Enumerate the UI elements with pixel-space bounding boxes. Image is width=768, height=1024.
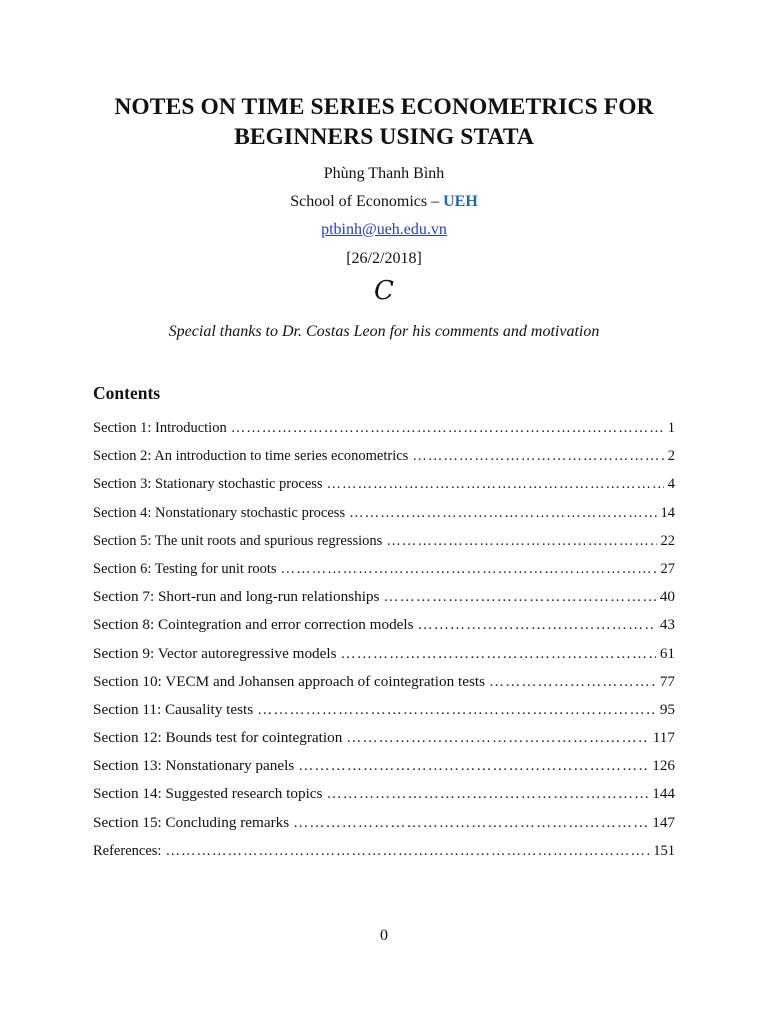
toc-leader-dots <box>327 474 664 494</box>
document-date: [26/2/2018] <box>346 250 422 267</box>
toc-leader-dots <box>349 503 656 523</box>
toc-entry[interactable] <box>93 813 675 841</box>
toc-entry-label: Section 4: Nonstationary stochastic process <box>93 504 346 521</box>
school-name: School of Economics – <box>290 193 444 210</box>
toc-entry-page: 2 <box>667 448 675 465</box>
toc-leader-dots <box>281 559 657 579</box>
copyright-symbol-icon: C <box>374 276 394 306</box>
toc-entry-label: Section 7: Short-run and long-run relationships <box>93 588 380 606</box>
toc-entry-page: 126 <box>652 757 675 775</box>
affiliation <box>0 192 768 212</box>
author-name: Phùng Thanh Bình <box>323 165 445 182</box>
toc-leader-dots <box>489 672 656 692</box>
toc-entry-label: Section 12: Bounds test for cointegration <box>93 729 343 747</box>
toc-entry[interactable] <box>93 756 675 784</box>
toc-entry[interactable] <box>93 559 675 587</box>
toc-entry[interactable] <box>93 644 675 672</box>
page-number: 0 <box>380 927 388 944</box>
toc-leader-dots <box>386 531 656 551</box>
toc-entry-label: Section 10: VECM and Johansen approach of cointegration tests <box>93 672 485 690</box>
toc-entry-label: Section 6: Testing for unit roots <box>93 560 277 577</box>
toc-entry-page: 1 <box>667 420 675 436</box>
toc-leader-dots <box>298 756 648 776</box>
toc-leader-dots <box>231 418 664 438</box>
toc-entry-label: Section 5: The unit roots and spurious regressions <box>93 532 383 549</box>
toc-entry-page: 95 <box>659 700 675 718</box>
toc-entry-page: 151 <box>653 842 675 859</box>
toc-entry-page: 4 <box>667 476 675 493</box>
toc-entry-label: Section 14: Suggested research topics <box>93 785 323 803</box>
toc-entry-label: Section 1: Introduction <box>93 420 227 436</box>
toc-entry-page: 22 <box>660 532 675 549</box>
toc-entry[interactable] <box>93 615 675 643</box>
toc-entry[interactable] <box>93 446 675 474</box>
toc-entry-page: 77 <box>659 672 675 690</box>
toc-leader-dots <box>341 644 656 664</box>
toc-entry[interactable] <box>93 728 675 756</box>
acknowledgement: Special thanks to Dr. Costas Leon for his comments and motivation <box>168 323 600 340</box>
toc-entry-page: 14 <box>660 504 675 521</box>
toc-leader-dots <box>326 784 648 804</box>
toc-entry-page: 117 <box>652 729 675 747</box>
toc-entry-page: 40 <box>659 588 675 606</box>
toc-entry-label: Section 15: Concluding remarks <box>93 813 290 831</box>
toc-entry-label: Section 2: An introduction to time series econometrics <box>93 448 409 465</box>
contents-heading: Contents <box>93 383 161 403</box>
toc-entry-label: Section 9: Vector autoregressive models <box>93 644 337 662</box>
toc-leader-dots <box>383 587 655 607</box>
org-name: UEH <box>443 193 478 210</box>
toc-entry[interactable] <box>93 418 675 446</box>
toc-entry[interactable] <box>93 503 675 531</box>
toc-entry-label: Section 13: Nonstationary panels <box>93 757 295 775</box>
toc-entry[interactable] <box>93 531 675 559</box>
table-of-contents <box>93 418 675 869</box>
toc-entry[interactable] <box>93 841 675 869</box>
toc-leader-dots <box>412 446 663 466</box>
toc-entry[interactable] <box>93 784 675 812</box>
toc-entry-page: 61 <box>659 644 675 662</box>
toc-entry[interactable] <box>93 587 675 615</box>
title-line-2: BEGINNERS USING STATA <box>234 124 534 150</box>
email-line <box>0 220 768 240</box>
toc-entry-label: Section 3: Stationary stochastic process <box>93 476 323 493</box>
toc-entry-label: Section 11: Causality tests <box>93 700 254 718</box>
toc-leader-dots <box>418 615 656 635</box>
title-line-1: NOTES ON TIME SERIES ECONOMETRICS FOR <box>114 94 654 120</box>
toc-leader-dots <box>165 841 649 861</box>
toc-leader-dots <box>346 728 648 748</box>
toc-entry-page: 144 <box>652 785 675 803</box>
toc-entry[interactable] <box>93 474 675 502</box>
toc-entry-page: 27 <box>660 560 675 577</box>
toc-entry-page: 43 <box>659 616 675 634</box>
document-title <box>0 92 768 152</box>
toc-entry-page: 147 <box>652 813 675 831</box>
toc-leader-dots <box>293 813 648 833</box>
toc-entry[interactable] <box>93 700 675 728</box>
toc-leader-dots <box>257 700 656 720</box>
toc-entry-label: Section 8: Cointegration and error correction models <box>93 616 414 634</box>
toc-entry-label: References: <box>93 842 162 859</box>
email-link[interactable]: ptbinh@ueh.edu.vn <box>321 221 447 238</box>
toc-entry[interactable] <box>93 672 675 700</box>
